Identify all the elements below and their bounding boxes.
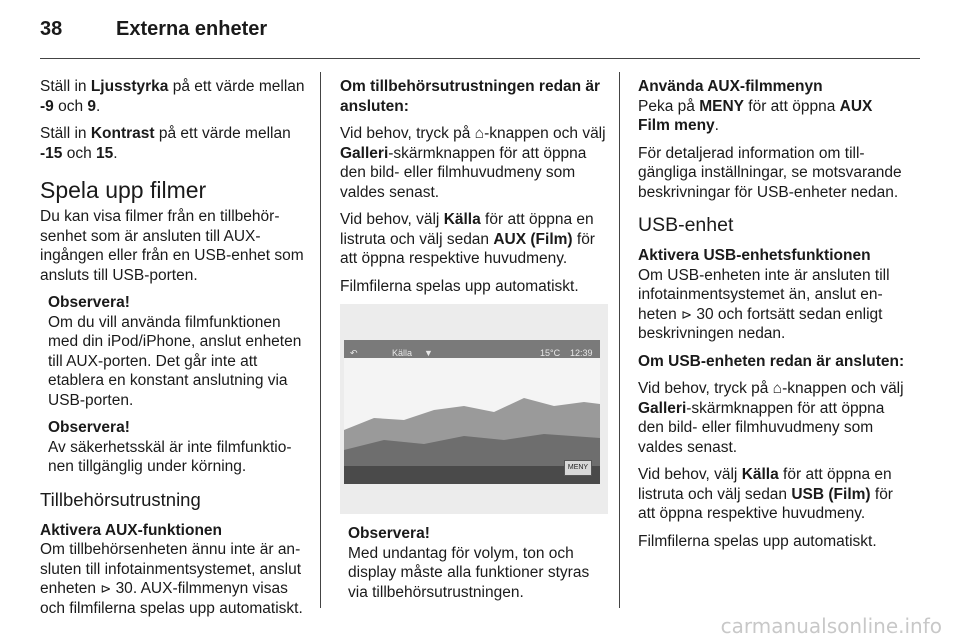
home-icon: ⌂ xyxy=(772,380,783,397)
paragraph-details: För detaljerad information om tillgängliga inställningar, se motsvarande beskrivningar för USB-enheter nedan. xyxy=(638,144,902,201)
column-1 xyxy=(40,77,308,618)
paragraph-autoplay: Filmfilerna spelas upp automatiskt. xyxy=(340,277,579,295)
section-heading-play-films: Spela upp filmer xyxy=(40,177,207,203)
bold-already-connected: Om tillbehörsutrustningen redan är ansluten: xyxy=(340,78,601,115)
screenshot-figure xyxy=(340,304,608,514)
page-ref-arrow-icon: ⊳ xyxy=(681,306,693,322)
landscape-image xyxy=(344,340,600,484)
paragraph-usb-source: Vid behov, välj Källa för att öppna en listruta och välj sedan USB (Film) för att öppna respektive huvudmeny. xyxy=(638,466,893,522)
section-heading-usb: USB-enhet xyxy=(638,214,734,236)
page-title: Externa enheter xyxy=(116,18,268,40)
bold-activate-aux: Aktivera AUX-funktionen xyxy=(40,521,223,539)
screen-time: 12:39 xyxy=(570,348,593,358)
screen-menu-button: MENY xyxy=(564,460,592,476)
paragraph-contrast: Ställ in Kontrast på ett värde mellan -15 och 15. xyxy=(40,125,291,162)
page-number: 38 xyxy=(40,18,63,40)
back-icon: ↶ xyxy=(350,348,358,358)
paragraph-usb-press-home: Vid behov, tryck på ⌂-knappen och välj Galleri-skärmknappen för att öppna den bild- eller filmhuvudmeny som valdes senast. xyxy=(638,380,904,456)
column-divider-1 xyxy=(320,72,321,608)
home-icon: ⌂ xyxy=(474,125,485,142)
paragraph-select-source: Vid behov, välj Källa för att öppna en listruta och välj sedan AUX (Film) för att öppna respektive huvudmeny. xyxy=(340,211,595,267)
paragraph-usb-autoplay: Filmfilerna spelas upp automatiskt. xyxy=(638,532,877,550)
column-2 xyxy=(340,77,608,602)
subheading-accessory: Tillbehörsutrustning xyxy=(40,488,201,510)
screen-temp: 15°C xyxy=(540,348,561,358)
note-1-title: Observera! xyxy=(48,294,130,311)
paragraph-intro: Du kan visa filmer från en tillbehörsenhet som är ansluten till AUX-ingången eller från en USB-enhet som ansluts till USB-porten. xyxy=(40,208,304,284)
note-1-text: Om du vill använda filmfunktionen med din iPod/iPhone, anslut enheten till AUX-porten. Det går inte att etablera en konstant anslutning via USB-porten. xyxy=(48,313,302,409)
note-1 xyxy=(48,293,308,410)
column-divider-2 xyxy=(619,72,620,608)
note-2-text: Av säkerhetsskäl är inte filmfunktionen tillgänglig under körning. xyxy=(48,438,292,475)
screen-source-label: Källa xyxy=(392,348,413,358)
dropdown-icon: ▼ xyxy=(424,348,433,358)
note-2-title: Observera! xyxy=(48,419,130,436)
paragraph-brightness: Ställ in Ljusstyrka på ett värde mellan -9 och 9. xyxy=(40,78,305,115)
bold-usb-connected: Om USB-enheten redan är ansluten: xyxy=(638,352,905,370)
paragraph-press-home: Vid behov, tryck på ⌂-knappen och välj Galleri-skärmknappen för att öppna den bild- eller filmhuvudmeny som valdes senast. xyxy=(340,125,606,201)
note-3-title: Observera! xyxy=(348,525,430,542)
header-rule xyxy=(40,58,920,59)
note-2 xyxy=(48,418,308,477)
note-3-text: Med undantag för volym, ton och display måste alla funktioner styras via tillbehörsutrustningen. xyxy=(348,544,590,601)
paragraph-aux-menu: Använda AUX-filmmenyn Peka på MENY för att öppna AUX Film meny. xyxy=(638,78,873,134)
note-3 xyxy=(348,524,608,602)
page-ref-arrow-icon: ⊳ xyxy=(100,581,112,596)
watermark: carmanualsonline.info xyxy=(720,614,942,638)
paragraph-aux: Om tillbehörsenheten ännu inte är ansluten till infotainmentsystemet, anslut enheten ⊳ 30. AUX-filmmenyn visas och filmfilerna spelas upp automatiskt. xyxy=(40,541,303,617)
column-3 xyxy=(638,77,906,559)
paragraph-usb-connect: Om USB-enheten inte är ansluten till infotainmentsystemet än, anslut enheten ⊳ 30 och fortsätt sedan enligt beskrivningen nedan. xyxy=(638,266,890,342)
page-header xyxy=(40,18,267,41)
screen-image xyxy=(344,340,600,484)
bold-activate-usb: Aktivera USB-enhetsfunktionen xyxy=(638,247,871,264)
